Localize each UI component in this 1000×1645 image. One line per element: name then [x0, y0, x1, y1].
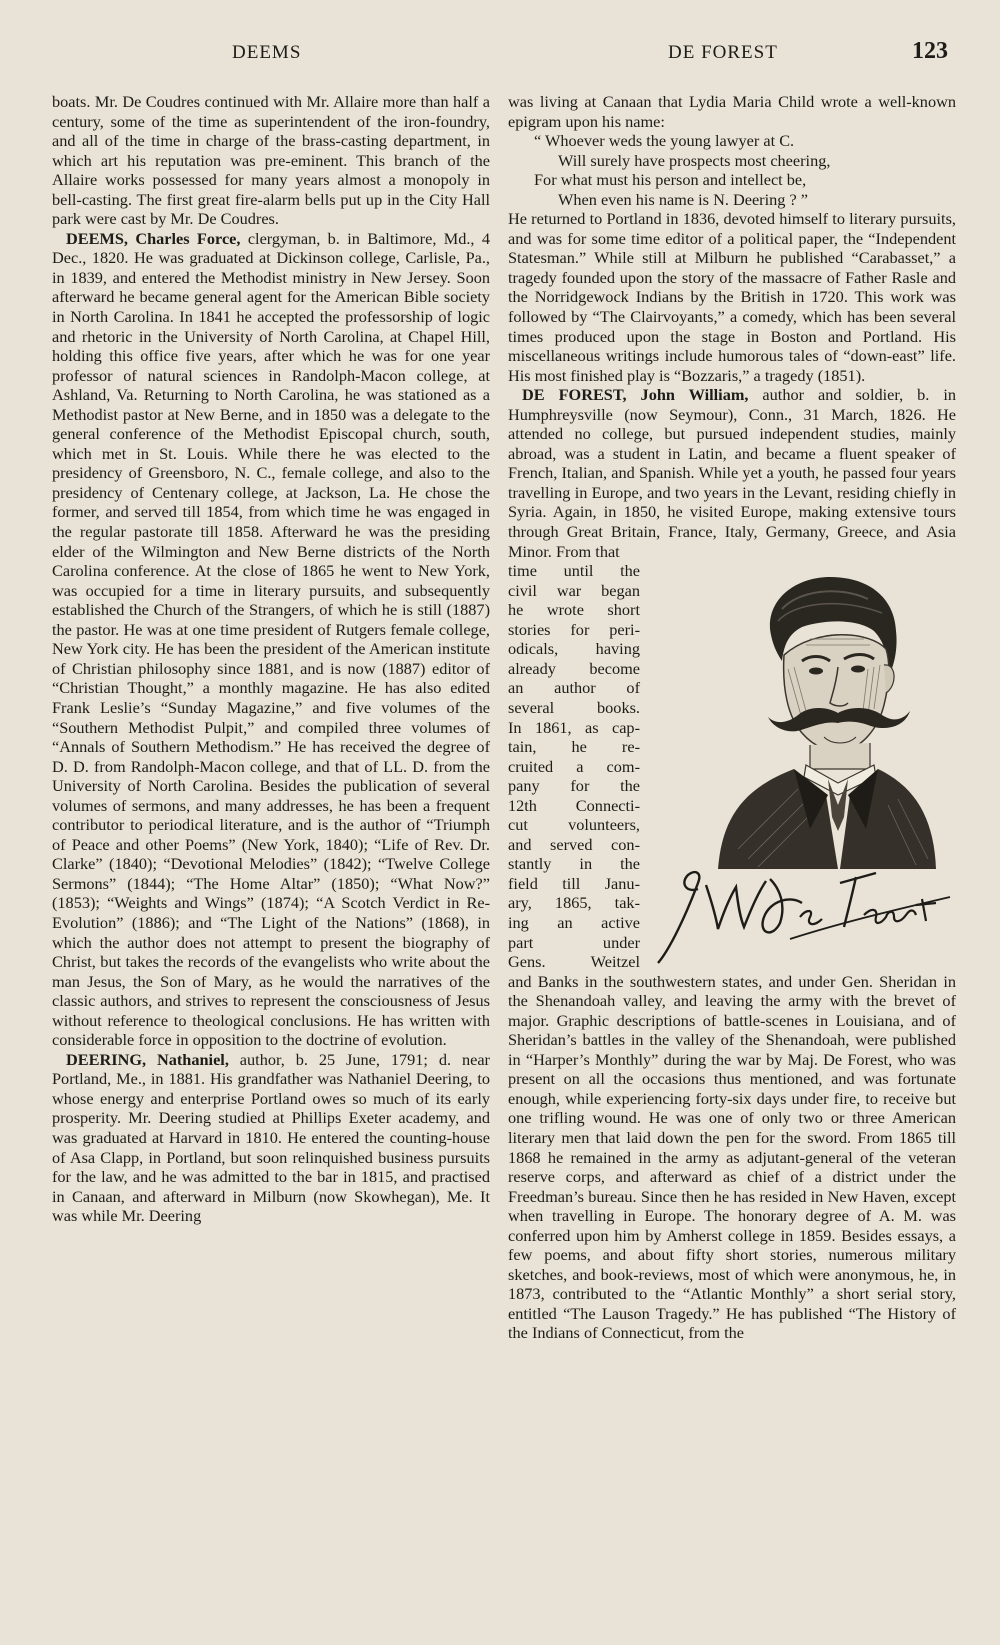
autograph-signature [640, 859, 952, 969]
deems-entry-name: DEEMS, Charles Force, [66, 228, 241, 248]
deforest-military-career: and Banks in the southwestern states, and under Gen. Sheridan in the Shenandoah valley, and leaving the army with the brevet of major. Graphic descriptions of battle-scenes in Louisiana, and of Sheridan’s battles in the valley of the Shenandoah, were published in “Harper’s Monthly” during the war by Maj. De Forest, who was present on all the occasions thus mentioned, and was fortunate enough, while experiencing forty-six days under fire, to receive but one trifling wound. He was one of only two or three American literary men that laid down the pen for the sword. From 1865 till 1868 he remained in the army as adjutant-general of the veteran reserve corps, and afterward as chief of a district under the Freedman’s bureau. Since then he has resided in New Haven, except when travelling in Europe. The honorary degree of A. M. was conferred upon him by Amherst college in 1859. Besides essays, a few poems, and about fifty short stories, numerous military sketches, and book-reviews, most of which were anonymous, he, in 1873, contributed to the “Atlantic Monthly” a short serial story, entitled “The Lauson Tragedy.” He has published “The History of the Indians of Connecticut, from the [508, 971, 956, 1343]
deforest-entry-name: DE FOREST, John William, [522, 385, 749, 405]
page-number: 123 [912, 38, 948, 64]
wrapped-line: cut volunteers, [508, 815, 640, 835]
deering-entry [52, 1050, 490, 1226]
wrapped-line: he wrote short [508, 600, 640, 620]
wrapped-line: tain, he re- [508, 737, 640, 757]
wrapped-line: time until the [508, 561, 640, 581]
wrapped-line: several books. [508, 697, 640, 717]
deering-later-career: He returned to Portland in 1836, devoted himself to literary pursuits, and was for some time editor of a political paper, the “Independent Statesman.” While still at Milburn he published “Carabasset,” a tragedy founded upon the story of the massacre of Father Rasle and the Norridgewock Indians by the British in 1720. This work was followed by “The Clairvoyants,” a comedy, which has been several times produced upon the stage in Boston and Portland. His miscellaneous writings include humorous tales of “down-east” life. His most finished play is “Bozzaris,” a tragedy (1851). [508, 209, 956, 385]
portrait-engraving [698, 569, 956, 869]
deering-continuation: was living at Canaan that Lydia Maria Child wrote a well-known epigram upon his name: [508, 92, 956, 131]
deforest-entry-text: author and soldier, b. in Humphreysville (now Seymour), Conn., 31 March, 1826. He attended no college, but pursued independent studies, mainly abroad, was a student in Latin, and became a fluent speaker of French, Italian, and Spanish. While yet a youth, he passed four years travelling in Europe, and two years in the Levant, residing chiefly in Syria. Again, in 1850, he visited Europe, making extensive tours through Great Britain, France, Italy, Germany, Greece, and Asia Minor. From that [508, 385, 956, 561]
wrapped-line: 12th Connecti- [508, 795, 640, 815]
wrapped-line: Gens. Weitzel [508, 952, 640, 972]
epigram-verse [508, 131, 956, 209]
verse-line: “ Whoever weds the young lawyer at C. [534, 131, 795, 151]
wrapped-line: stantly in the [508, 854, 640, 874]
wrapped-line: pany for the [508, 776, 640, 796]
deering-entry-text: author, b. 25 June, 1791; d. near Portland, Me., in 1881. His grandfather was Nathaniel Deering, to whose energy and enterprise Portland owes so much of its early prosperity. Mr. Deering studied at Phillips Exeter academy, and was graduated at Harvard in 1810. He entered the counting-house of Asa Clapp, in Portland, but soon relinquished business pursuits for the law, and he was admitted to the bar in 1815, and practised in Canaan, and afterward in Milburn (now Skowhegan), Me. It was while Mr. Deering [52, 1049, 490, 1226]
wrapped-line: field till Janu- [508, 873, 640, 893]
wrapped-line: ing an active [508, 912, 640, 932]
deems-entry-text: clergyman, b. in Baltimore, Md., 4 Dec., 1820. He was graduated at Dickinson college, Carlisle, Pa., in 1839, and entered the Methodist ministry in New Jersey. Soon afterward he became general agent for the American Bible society in North Carolina. In 1841 he accepted the professorship of logic and rhetoric in the University of North Carolina, at Chapel Hill, holding this office five years, after which he was for one year professor of natural sciences in Randolph-Macon college, at Ashland, Va. Returning to North Carolina, he was stationed as a Methodist pastor at New Berne, and in 1850 was a delegate to the general conference of the Methodist Episcopal church, south, which met in St. Louis. While there he was elected to the presidency of Greensboro, N. C., female college, and also to the presidency of Centenary college, at Jackson, La. He chose the former, and served till 1854, from which time he was engaged in the regular pastorate till 1858. Afterward he was the presiding elder of the Wilmington and New Berne districts of the North Carolina conference. At the close of 1865 he went to New York, was occupied for a time in literary pursuits, and subsequently established the Church of the Strangers, of which he is still (1887) the pastor. He was at one time president of Rutgers female college, New York city. He has been the president of the American institute of Christian philosophy since 1881, and is now (1887) editor of “Christian Thought,” a monthly magazine. He has also edited Frank Leslie’s “Sunday Magazine,” and five volumes of the “Southern Methodist Pulpit,” and compiled three volumes of “Annals of Southern Methodism.” He has received the degree of D. D. from Randolph-Macon college, and that of LL. D. from the University of North Carolina. Besides the publication of several volumes of sermons, and many addresses, he has been a frequent contributor to periodical literature, and is the author of “Triumph of Peace and other Poems” (New York, 1840); “Life of Rev. Dr. Clarke” (1840); “Devotional Melodies” (1842); “Twelve College Sermons” (1844); “The Home Altar” (1850); “What Now?” (1853); “Weights and Wings” (1874); “A Scotch Verdict in Re-Evolution” (1886); and “The Light of the Nations” (1868), in which the author does not attempt to present the biography of Christ, but takes the records of the evangelists who write about the man Jesus, the Son of Mary, as he would the narratives of the classic authors, and strives to represent the consciousness of Jesus without reference to theological conclusions. He has written with considerable force in opposition to the doctrine of evolution. [52, 228, 490, 1050]
wrapped-line: odicals, having [508, 639, 640, 659]
running-header [0, 40, 1000, 74]
wrapped-line: already become [508, 658, 640, 678]
verse-line: When even his name is N. Deering ? ” [558, 189, 809, 209]
deems-entry [52, 229, 490, 1050]
wrapped-line: In 1861, as cap- [508, 717, 640, 737]
wrapped-line: ary, 1865, tak- [508, 893, 640, 913]
header-right-word: DE FOREST [668, 42, 778, 63]
deering-entry-name: DEERING, Nathaniel, [66, 1049, 229, 1069]
wrapped-line: part under [508, 932, 640, 952]
verse-line: Will surely have prospects most cheering, [558, 150, 831, 170]
wrapped-line: an author of [508, 678, 640, 698]
wrapped-line: stories for peri- [508, 619, 640, 639]
wrapped-line: civil war began [508, 580, 640, 600]
left-column [52, 92, 490, 1226]
wrapped-line: cruited a com- [508, 756, 640, 776]
verse-line: For what must his person and intellect be, [534, 170, 807, 190]
de-coudres-continuation: boats. Mr. De Coudres continued with Mr. Allaire more than half a century, some of the time as superintendent of the iron-foundry, and all of the time in charge of the brass-casting department, in which art his reputation was pre-eminent. This branch of the Allaire works possessed for many years almost a monopoly in bell-casting. The first great fire-alarm bells put up in the City Hall park were cast by Mr. De Coudres. [52, 92, 490, 229]
wrapped-text-lines [508, 561, 640, 971]
portrait-wrap-block [508, 561, 956, 971]
right-column [508, 92, 956, 1343]
header-left-word: DEEMS [232, 42, 302, 63]
deforest-entry [508, 385, 956, 561]
wrapped-line: and served con- [508, 834, 640, 854]
